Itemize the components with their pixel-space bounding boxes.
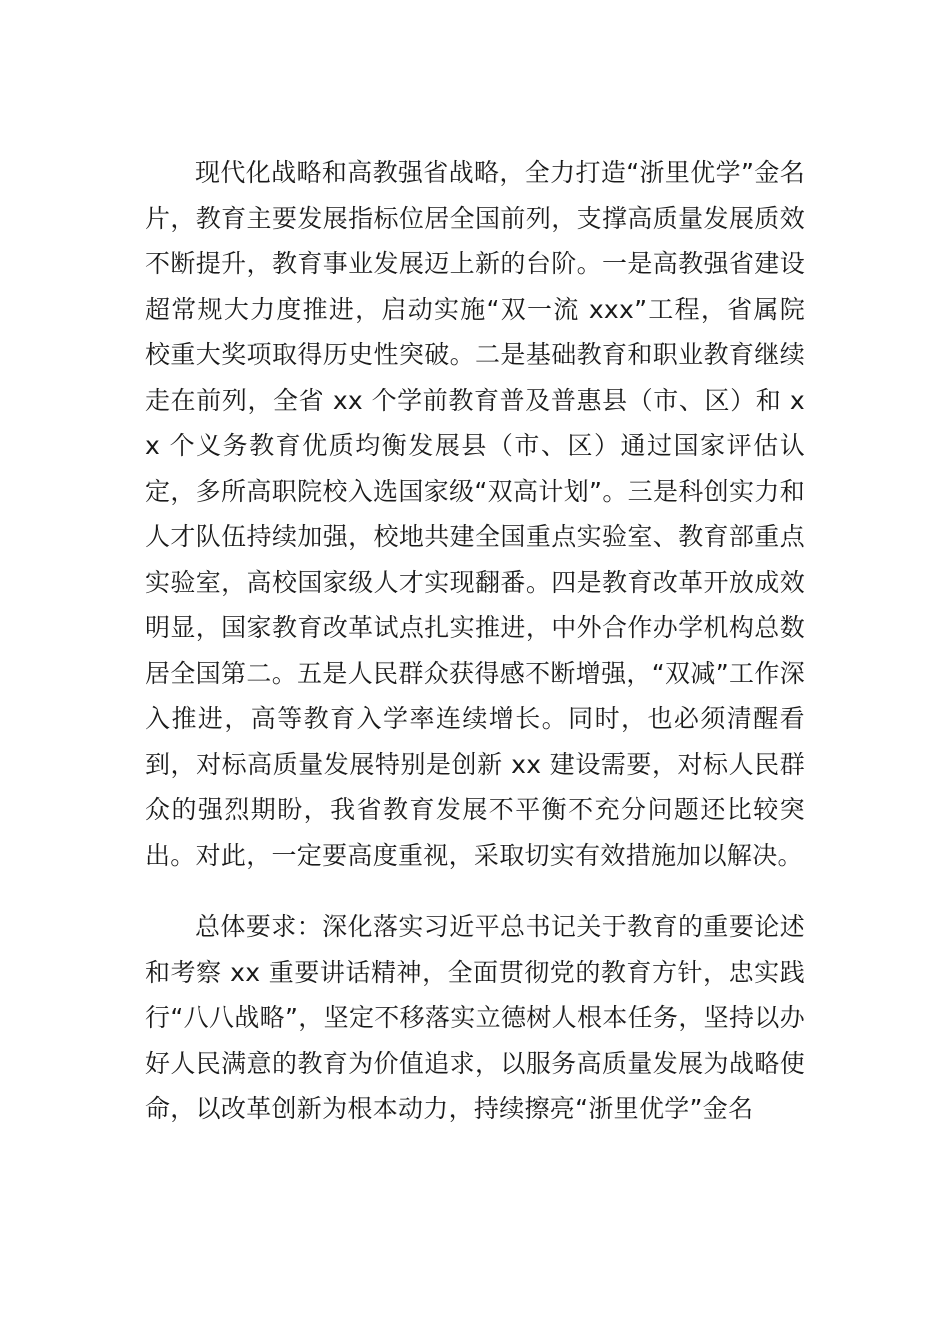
paragraph-achievements: 现代化战略和高教强省战略，全力打造“浙里优学”金名片，教育主要发展指标位居全国前列，支撑高质量发展质效不断提升，教育事业发展迈上新的台阶。一是高教强省建设超常规大力度推进，启动实施“双一流 xxx”工程，省属院校重大奖项取得历史性突破。二是基础教育和职业教育继续走在前列，全省 xx 个学前教育普及普惠县（市、区）和 xx 个义务教育优质均衡发展县（市、区）通过国家评估认定，多所高职院校入选国家级“双高计划”。三是科创实力和人才队伍持续加强，校地共建全国重点实验室、教育部重点实验室，高校国家级人才实现翻番。四是教育改革开放成效明显，国家教育改革试点扎实推进，中外合作办学机构总数居全国第二。五是人民群众获得感不断增强，“双减”工作深入推进，高等教育入学率连续增长。同时，也必须清醒看到，对标高质量发展特别是创新 xx 建设需要，对标人民群众的强烈期盼，我省教育发展不平衡不充分问题还比较突出。对此，一定要高度重视，采取切实有效措施加以解决。 — [145, 158, 805, 870]
paragraph-overall-requirements: 总体要求：深化落实习近平总书记关于教育的重要论述和考察 xx 重要讲话精神，全面贯彻党的教育方针，忠实践行“八八战略”，坚定不移落实立德树人根本任务，坚持以办好人民满意的教育为价值追求，以服务高质量发展为战略使命，以改革创新为根本动力，持续擦亮“浙里优学”金名 — [145, 912, 805, 1123]
document-body — [145, 150, 805, 1132]
